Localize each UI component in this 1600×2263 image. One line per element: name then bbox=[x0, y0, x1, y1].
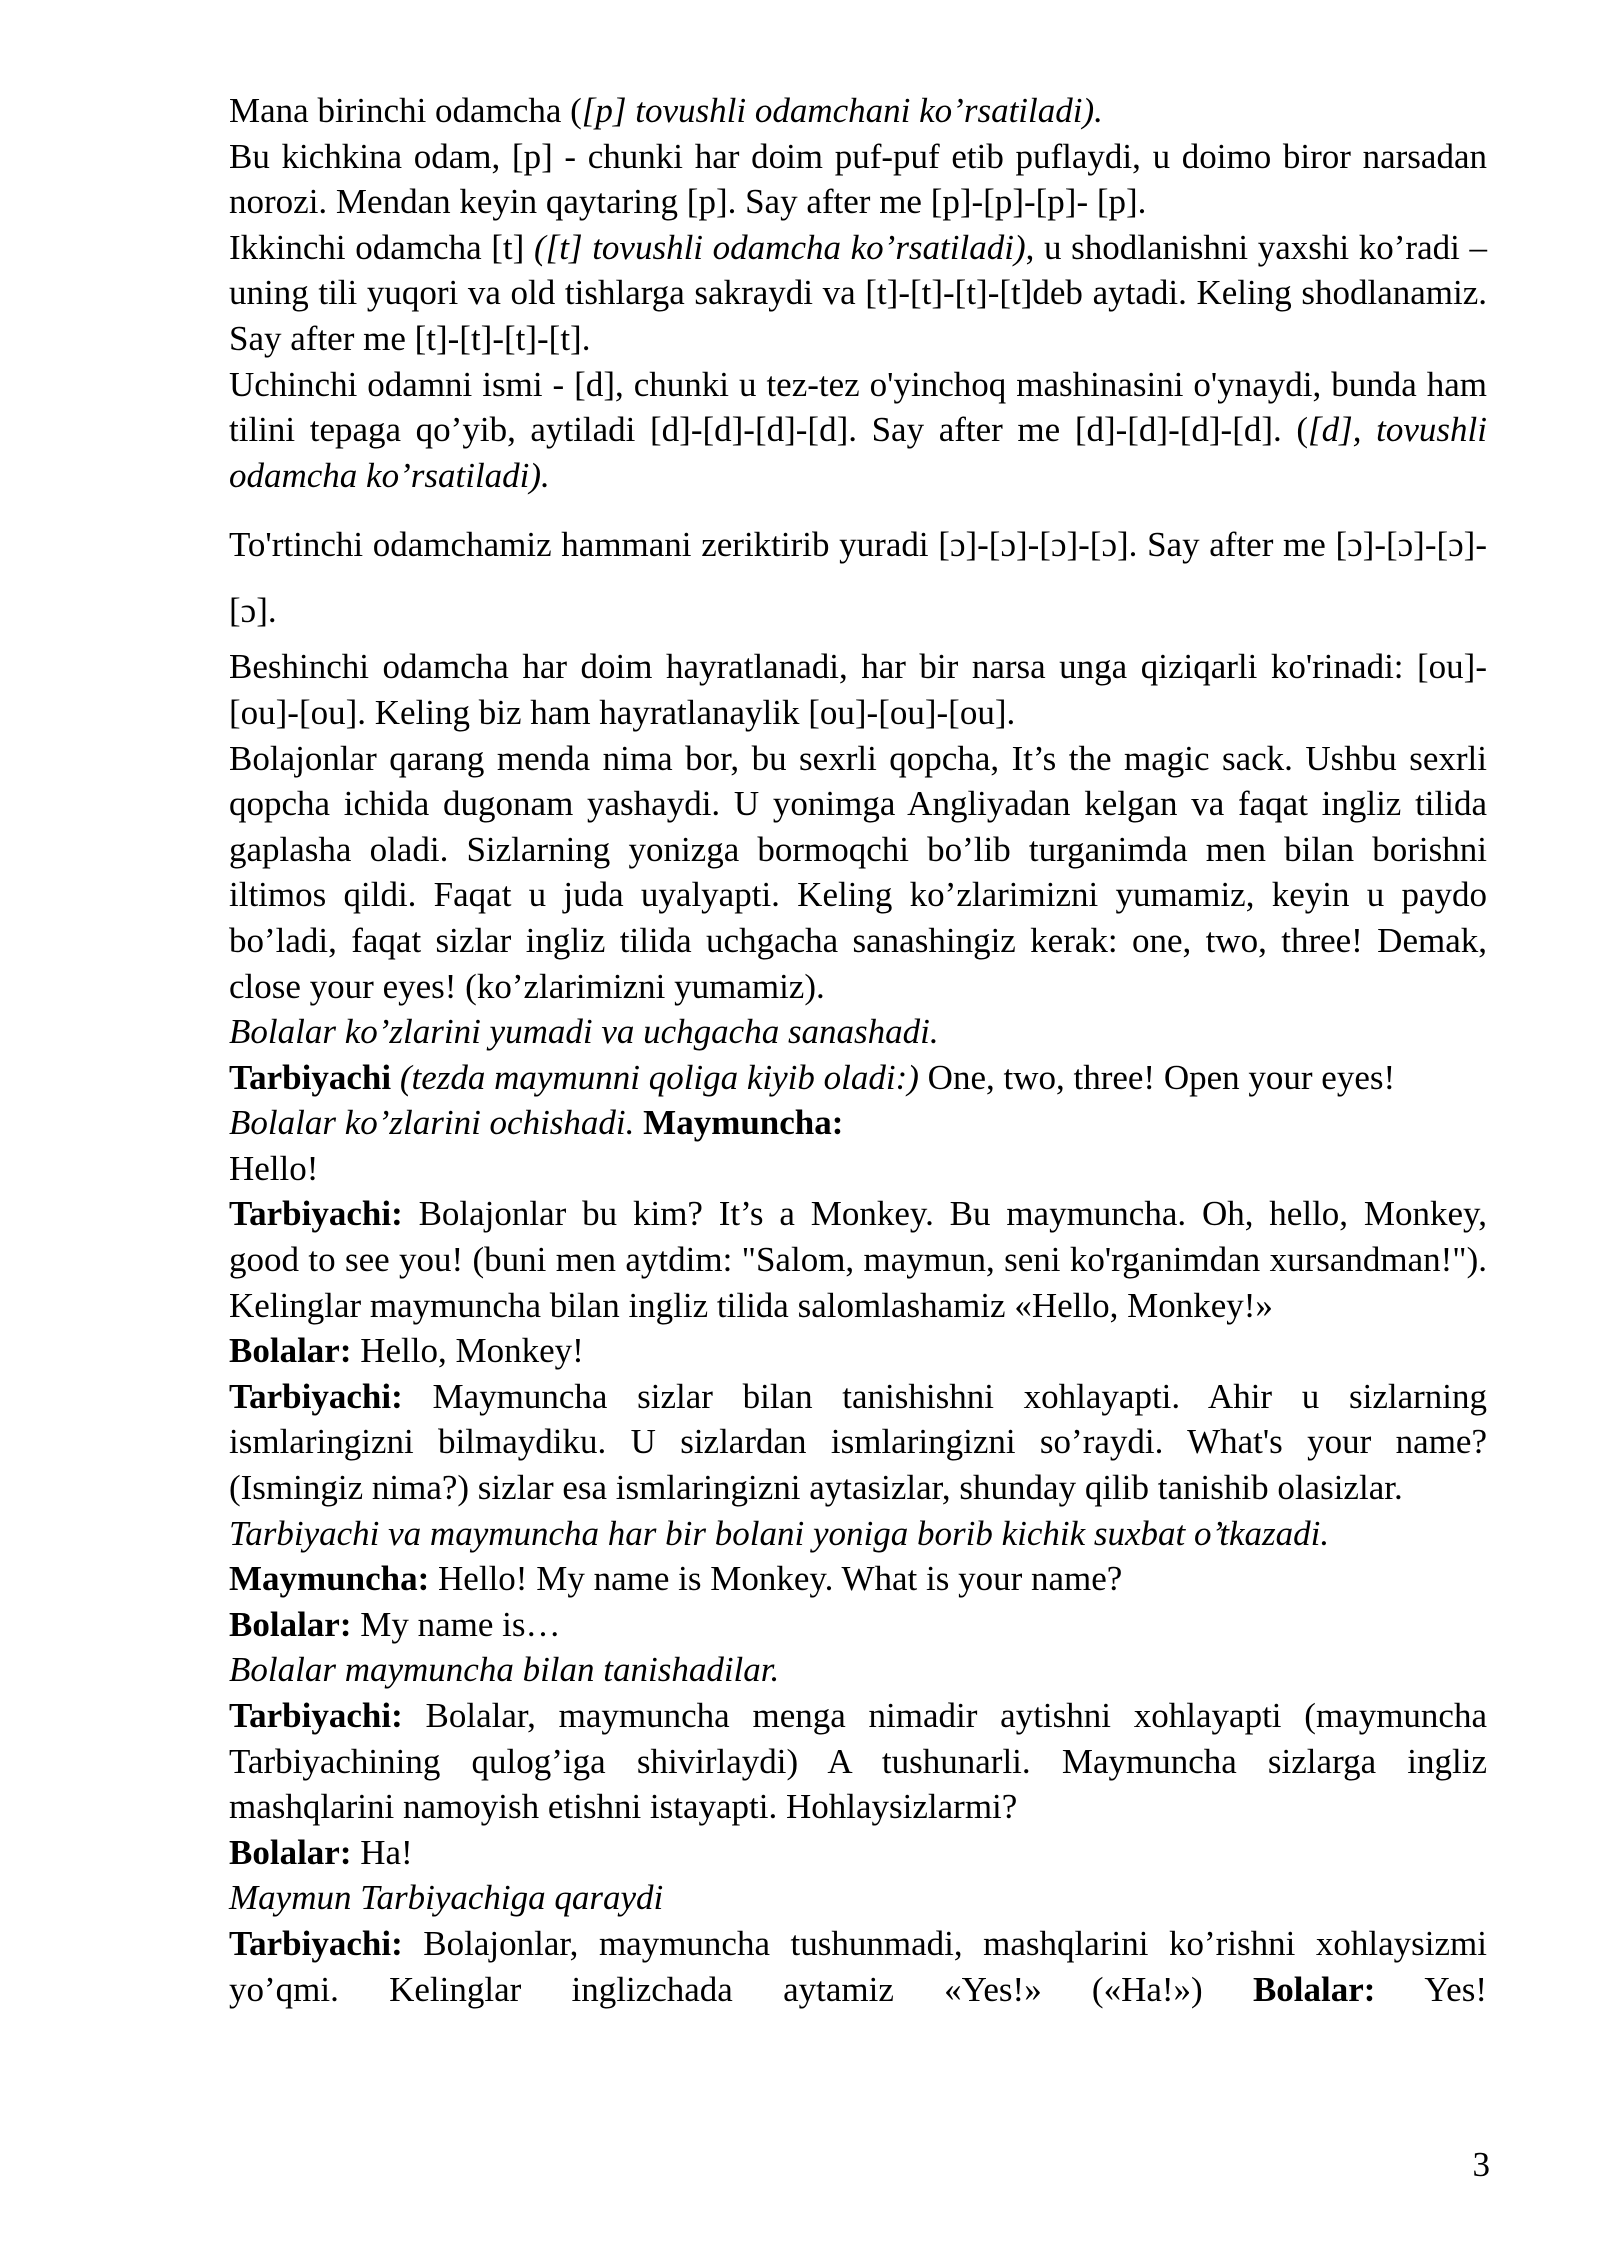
paragraph bbox=[229, 1511, 1487, 1557]
paragraph bbox=[229, 1830, 1487, 1876]
stage-direction: Bolalar maymuncha bilan tanishadilar. bbox=[229, 1650, 780, 1690]
paragraph bbox=[229, 134, 1487, 225]
paragraph bbox=[229, 1328, 1487, 1374]
paragraph-text: Ikkinchi odamcha [t] bbox=[229, 227, 534, 267]
stage-direction: [p] tovushli odamchani ko’rsatiladi). bbox=[581, 91, 1103, 130]
speaker-label: Tarbiyachi: bbox=[229, 1376, 403, 1416]
paragraph-text: Maymuncha sizlar bilan tanishishni xohlayapti. Ahir u sizlarning ismlaringizni bilmaydiku. U sizlardan ismlaringizni so’raydi. What's your name? (Ismingiz nima?) sizlar esa ismlaringizni aytasizlar, shunday qilib tanishib olasizlar. bbox=[229, 1376, 1487, 1508]
speaker-label: Tarbiyachi bbox=[229, 1057, 400, 1097]
paragraph bbox=[229, 1146, 1487, 1192]
paragraph bbox=[229, 1556, 1487, 1602]
speaker-label: Tarbiyachi: bbox=[229, 1923, 403, 1963]
paragraph bbox=[229, 1009, 1487, 1055]
paragraph bbox=[229, 1374, 1487, 1511]
paragraph-text: Hello! bbox=[229, 1148, 319, 1188]
paragraph bbox=[229, 1055, 1487, 1101]
paragraph bbox=[229, 88, 1487, 134]
paragraph-text: One, two, three! Open your eyes! bbox=[918, 1057, 1396, 1097]
paragraph-text: Bu kichkina odam, [p] - chunki har doim puf-puf etib puflaydi, u doimo biror narsadan norozi. Mendan keyin qaytaring [p]. Say after me [p]-[p]-[p]- [p]. bbox=[229, 136, 1487, 222]
stage-direction: Tarbiyachi va maymuncha har bir bolani yoniga borib kichik suxbat o’tkazadi. bbox=[229, 1513, 1330, 1553]
stage-direction: [d], tovushli odamcha ko’rsatiladi). bbox=[229, 410, 1487, 495]
paragraph bbox=[229, 1191, 1487, 1328]
speaker-label: Bolalar: bbox=[1202, 1969, 1376, 2009]
paragraph-text: Hello! My name is Monkey. What is your name? bbox=[429, 1559, 1123, 1599]
speaker-label: Tarbiyachi: bbox=[229, 1696, 403, 1735]
paragraph-text: Ha! bbox=[351, 1832, 413, 1872]
paragraph-text: My name is… bbox=[351, 1604, 561, 1644]
page-number: 3 bbox=[1472, 2145, 1490, 2184]
paragraph bbox=[229, 644, 1487, 735]
paragraph-text: , u shodlanishni yaxshi ko’radi – uning tili yuqori va old tishlarga sakraydi va [t]-[t]-[t]-[t]deb aytadi. Keling shodlanamiz. Say after me [t]-[t]-[t]-[t]. bbox=[229, 227, 1487, 358]
paragraph-text: Bolajonlar, maymuncha tushunmadi, mashqlarini ko’rishni xohlaysizmi yo’qmi. Kelinglar inglizchada aytamiz «Yes!» («Ha!») bbox=[229, 1923, 1487, 2009]
stage-direction: Bolalar ko’zlarini yumadi va uchgacha sanashadi. bbox=[229, 1012, 939, 1052]
paragraph-text: Mana birinchi odamcha ( bbox=[229, 91, 582, 130]
paragraph bbox=[229, 1602, 1487, 1648]
paragraph bbox=[229, 736, 1487, 1010]
paragraph bbox=[229, 1647, 1487, 1693]
paragraph-text: Bolalar, maymuncha menga nimadir aytishni xohlayapti (maymuncha Tarbiyachining qulog’iga shivirlaydi) A tushunarli. Maymuncha sizlarga ingliz mashqlarini namoyish etishni istayapti. Hohlaysizlarmi? bbox=[229, 1696, 1487, 1827]
paragraph-text: To'rtinchi odamchamiz hammani zeriktirib yuradi [ɔ]-[ɔ]-[ɔ]-[ɔ]. Say after me [ɔ]-[ɔ]-[ɔ]-[ɔ]. bbox=[229, 525, 1487, 631]
paragraph bbox=[229, 1693, 1487, 1830]
paragraph bbox=[229, 1921, 1487, 2012]
speaker-label: Tarbiyachi: bbox=[229, 1194, 403, 1234]
paragraph bbox=[229, 512, 1487, 644]
paragraph bbox=[229, 1100, 1487, 1146]
stage-direction: (tezda maymunni qoliga kiyib oladi:) bbox=[399, 1057, 919, 1097]
speaker-label: Bolalar: bbox=[229, 1331, 352, 1371]
paragraph bbox=[229, 225, 1487, 362]
paragraph-text: Yes! bbox=[1375, 1969, 1487, 2009]
paragraph-text: Beshinchi odamcha har doim hayratlanadi, har bir narsa unga qiziqarli ko'rinadi: [ou]-[ou]-[ou]. Keling biz ham hayratlanaylik [ou]-[ou]-[ou]. bbox=[229, 647, 1487, 732]
document-body bbox=[229, 88, 1487, 2012]
paragraph-text: Bolajonlar bu kim? It’s a Monkey. Bu maymuncha. Oh, hello, Monkey, good to see you! (buni men aytdim: "Salom, maymun, seni ko'rganimdan xursandman!"). Kelinglar maymuncha bilan ingliz tilida salomlashamiz «Hello, Monkey!» bbox=[229, 1194, 1487, 1325]
paragraph-text: Hello, Monkey! bbox=[351, 1331, 584, 1371]
stage-direction: ([t] tovushli odamcha ko’rsatiladi) bbox=[533, 227, 1026, 267]
paragraph bbox=[229, 362, 1487, 499]
speaker-label: Bolalar: bbox=[229, 1832, 352, 1872]
stage-direction: Maymun Tarbiyachiga qaraydi bbox=[229, 1878, 664, 1918]
speaker-label: Bolalar: bbox=[229, 1604, 352, 1644]
stage-direction: Bolalar ko’zlarini ochishadi. bbox=[229, 1103, 635, 1143]
paragraph-text: Uchinchi odamni ismi - [d], chunki u tez-tez o'yinchoq mashinasini o'ynaydi, bunda ham tilini tepaga qo’yib, aytiladi [d]-[d]-[d]-[d]. Say after me [d]-[d]-[d]-[d]. ( bbox=[229, 364, 1487, 450]
speaker-label: Maymuncha: bbox=[229, 1559, 430, 1599]
speaker-label: Maymuncha: bbox=[634, 1103, 844, 1143]
paragraph-text: Bolajonlar qarang menda nima bor, bu sexrli qopcha, It’s the magic sack. Ushbu sexrli qopcha ichida dugonam yashaydi. U yonimga Angliyadan kelgan va faqat ingliz tilida gaplasha oladi. Sizlarning yonizga bormoqchi bo’lib turganimda men bilan borishni iltimos qildi. Faqat u juda uyalyapti. Keling ko’zlarimizni yumamiz, keyin u paydo bo’ladi, faqat sizlar ingliz tilida uchgacha sanashingiz kerak: one, two, three! Demak, close your eyes! (ko’zlarimizni yumamiz). bbox=[229, 738, 1487, 1006]
paragraph bbox=[229, 1875, 1487, 1921]
